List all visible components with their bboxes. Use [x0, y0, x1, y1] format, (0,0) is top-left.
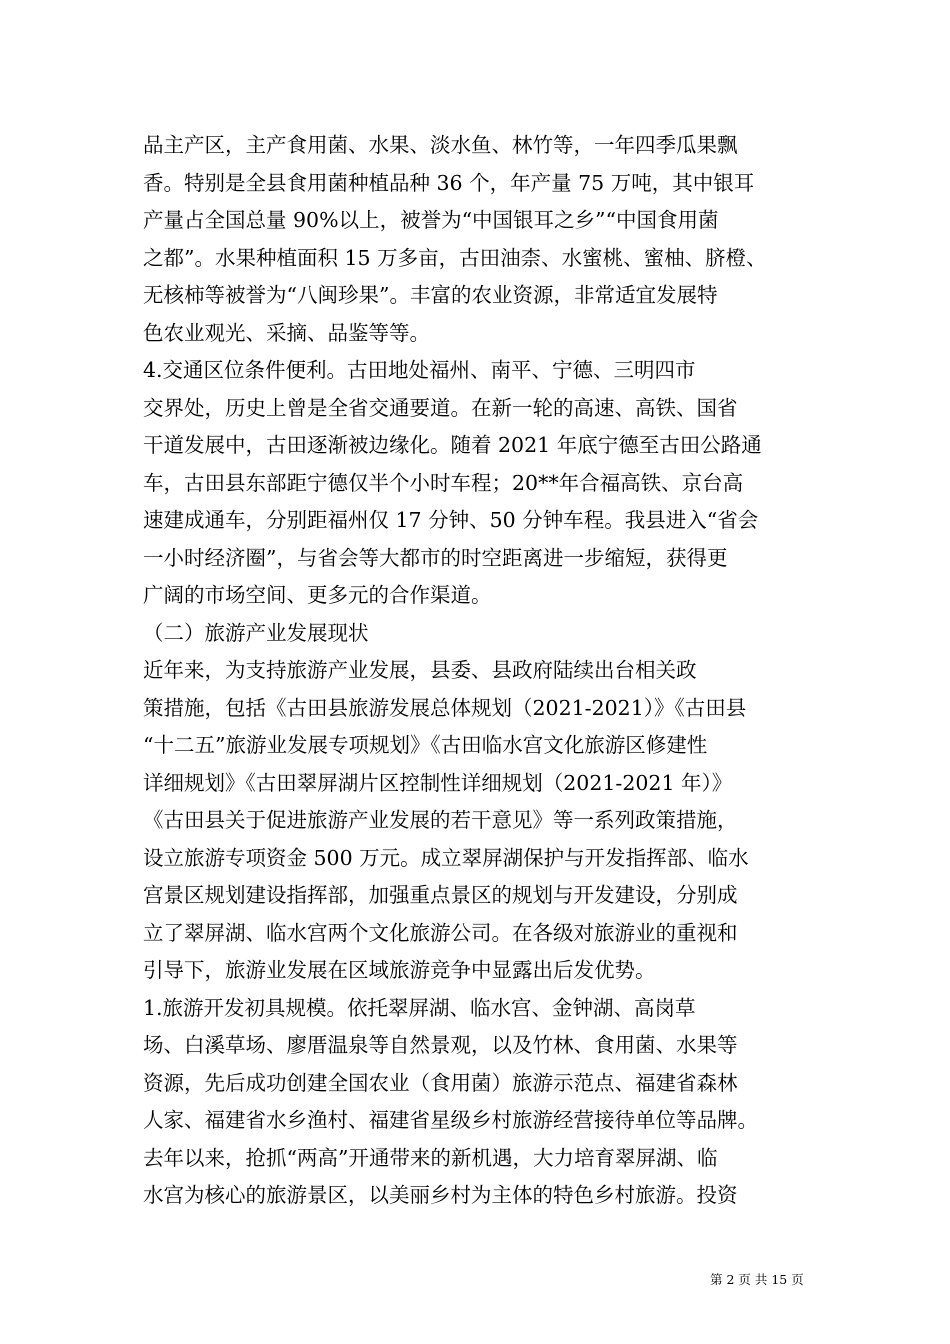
text-line: 详细规划》《古田翠屏湖片区控制性详细规划（2021-2021 年）》 [143, 770, 733, 795]
text-line: 人家、福建省水乡渔村、福建省星级乡村旅游经营接待单位等品牌。 [143, 1108, 758, 1132]
text-line: 无核柿等被誉为“八闽珍果”。丰富的农业资源，非常适宜发展特 [143, 283, 718, 307]
text-line: 4.交通区位条件便利。古田地处福州、南平、宁德、三明四市 [143, 358, 696, 382]
text-line: 香。特别是全县食用菌种植品种 36 个，年产量 75 万吨，其中银耳 [143, 170, 755, 195]
text-line: 之都”。水果种植面积 15 万多亩，古田油柰、水蜜桃、蜜柚、脐橙、 [143, 245, 767, 270]
text-line: 品主产区，主产食用菌、水果、淡水鱼、林竹等，一年四季瓜果飘 [143, 133, 738, 157]
section-heading: （二）旅游产业发展现状 [143, 620, 369, 645]
text-line: 宫景区规划建设指挥部，加强重点景区的规划与开发建设，分别成 [143, 883, 738, 907]
text-line: 广阔的市场空间、更多元的合作渠道。 [143, 583, 492, 607]
text-line: 立了翠屏湖、临水宫两个文化旅游公司。在各级对旅游业的重视和 [143, 920, 738, 945]
text-line: 速建成通车，分别距福州仅 17 分钟、50 分钟车程。我县进入“省会 [143, 508, 759, 532]
text-line: 1.旅游开发初具规模。依托翠屏湖、临水宫、金钟湖、高岗草 [143, 995, 696, 1020]
page-number-footer: 第 2 页 共 15 页 [710, 1272, 804, 1287]
text-line: 色农业观光、采摘、品鉴等等。 [143, 320, 430, 345]
text-line: 近年来，为支持旅游产业发展，县委、县政府陆续出台相关政 [143, 658, 697, 682]
text-line: 《古田县关于促进旅游产业发展的若干意见》等一系列政策措施， [143, 808, 738, 832]
text-line: “十二五”旅游业发展专项规划》《古田临水宫文化旅游区修建性 [143, 733, 708, 757]
text-line: 设立旅游专项资金 500 万元。成立翠屏湖保护与开发指挥部、临水 [143, 845, 749, 870]
text-line: 水宫为核心的旅游景区，以美丽乡村为主体的特色乡村旅游。投资 [143, 1183, 738, 1207]
text-line: 车，古田县东部距宁德仅半个小时车程；20**年合福高铁、京台高 [143, 470, 744, 495]
text-line: 去年以来，抢抓“两高”开通带来的新机遇，大力培育翠屏湖、临 [143, 1145, 718, 1170]
text-line: 产量占全国总量 90%以上，被誉为“中国银耳之乡”“中国食用菌 [143, 208, 719, 232]
body-text [143, 127, 809, 1215]
text-line: 干道发展中，古田逐渐被边缘化。随着 2021 年底宁德至古田公路通 [143, 433, 762, 457]
text-line: 引导下，旅游业发展在区域旅游竞争中显露出后发优势。 [143, 958, 656, 982]
text-line: 资源，先后成功创建全国农业（食用菌）旅游示范点、福建省森林 [143, 1070, 738, 1095]
text-line: 场、白溪草场、廖厝温泉等自然景观，以及竹林、食用菌、水果等 [143, 1033, 738, 1057]
text-line: 策措施，包括《古田县旅游发展总体规划（2021-2021）》《古田县 [143, 695, 747, 720]
text-line: 一小时经济圈”，与省会等大都市的时空距离进一步缩短，获得更 [143, 545, 728, 570]
text-line: 交界处，历史上曾是全省交通要道。在新一轮的高速、高铁、国省 [143, 395, 738, 420]
